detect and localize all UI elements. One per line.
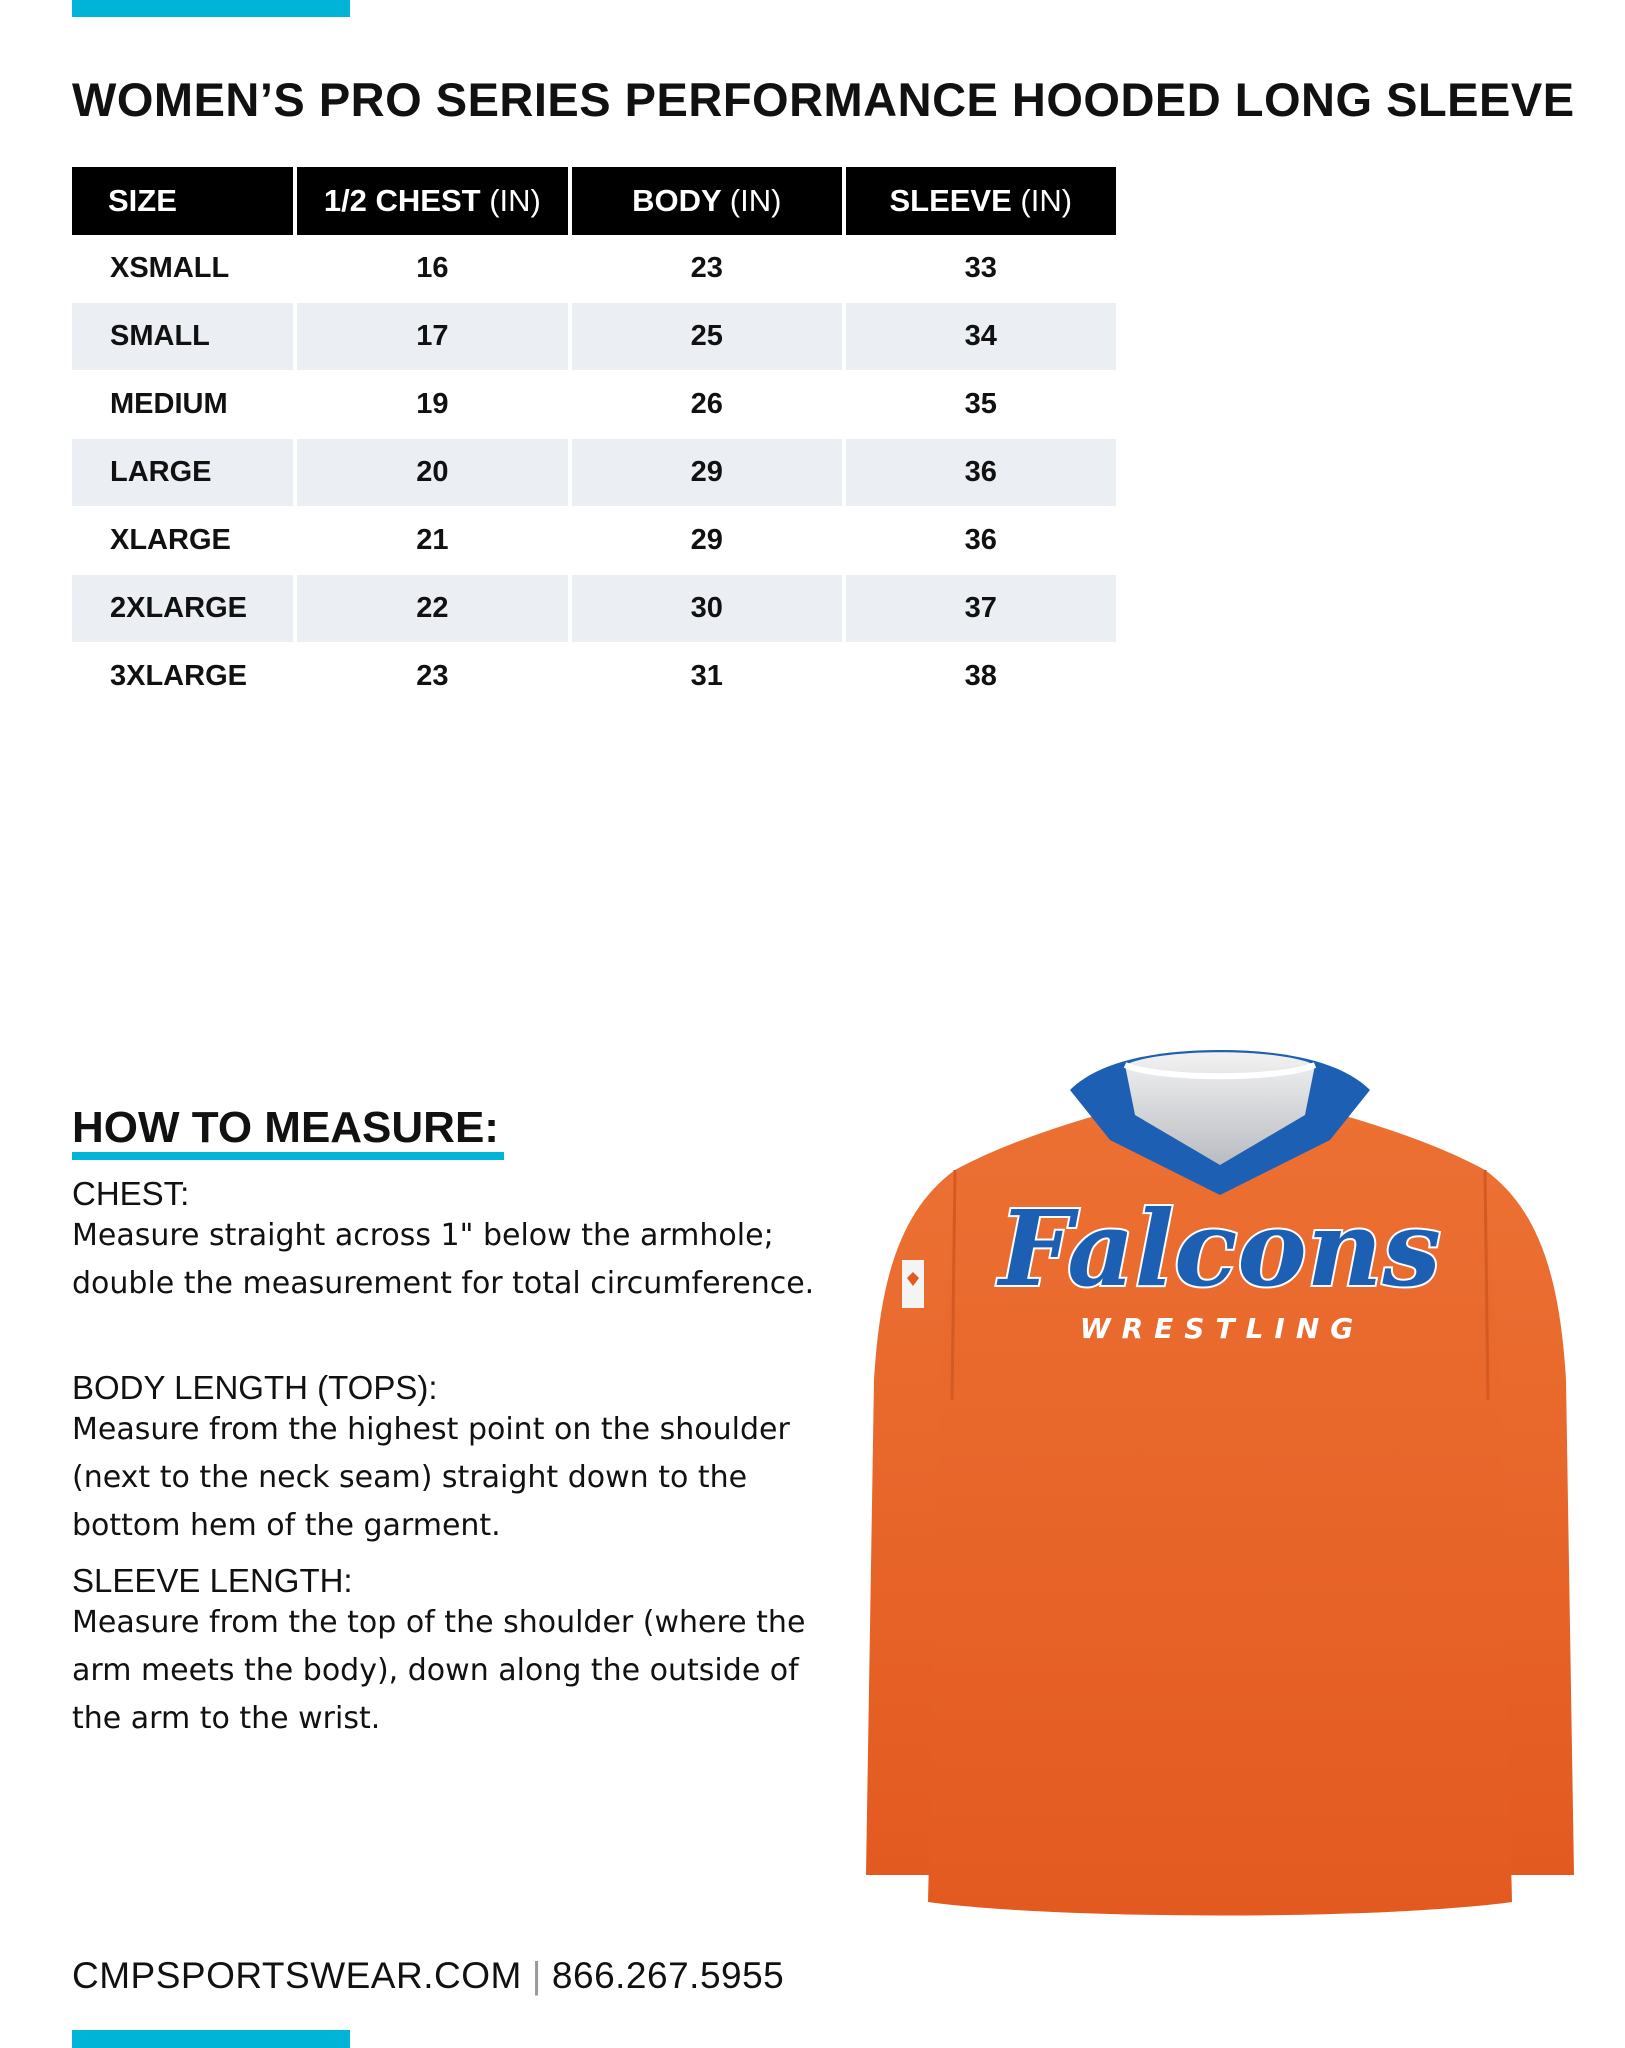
- table-row: [72, 235, 1116, 303]
- sleeve-cell: 36: [846, 439, 1116, 507]
- hoodie-product-image: [860, 1020, 1580, 1920]
- sleeve-cell: 35: [846, 371, 1116, 439]
- size-cell: MEDIUM: [72, 371, 293, 439]
- size-chart-table: [68, 167, 1120, 711]
- chest-cell: 20: [297, 439, 568, 507]
- bottom-accent-bar: [72, 2030, 350, 2048]
- chest-cell: 23: [297, 643, 568, 711]
- sleeve-cell: 36: [846, 507, 1116, 575]
- size-cell: 3XLARGE: [72, 643, 293, 711]
- chest-instructions: [72, 1176, 852, 1308]
- size-cell: XSMALL: [72, 235, 293, 303]
- chest-cell: 16: [297, 235, 568, 303]
- table-row: [72, 575, 1116, 643]
- sleeve-cell: 34: [846, 303, 1116, 371]
- sleeve-cell: 38: [846, 643, 1116, 711]
- body-cell: 25: [572, 303, 841, 371]
- team-name-text: Falcons: [999, 1187, 1441, 1310]
- sleeve-length-label: SLEEVE LENGTH:: [72, 1562, 353, 1599]
- sleeve-length-text: Measure from the top of the shoulder (where the arm meets the body), down along the outside of the arm to the wrist.: [72, 1605, 806, 1736]
- body-cell: 29: [572, 439, 841, 507]
- heading-underline: [72, 1152, 504, 1160]
- chest-label: CHEST:: [72, 1175, 190, 1212]
- size-cell: XLARGE: [72, 507, 293, 575]
- chest-text: Measure straight across 1" below the armhole; double the measurement for total circumference.: [72, 1218, 815, 1301]
- chest-cell: 21: [297, 507, 568, 575]
- body-cell: 29: [572, 507, 841, 575]
- table-row: [72, 643, 1116, 711]
- table-row: [72, 371, 1116, 439]
- body-cell: 23: [572, 235, 841, 303]
- header-body: BODY (IN): [572, 167, 841, 235]
- sleeve-cell: 37: [846, 575, 1116, 643]
- page-title: WOMEN’S PRO SERIES PERFORMANCE HOODED LONG SLEEVE: [72, 73, 1575, 126]
- size-cell: LARGE: [72, 439, 293, 507]
- chest-cell: 17: [297, 303, 568, 371]
- body-cell: 30: [572, 575, 841, 643]
- footer-contact: [72, 1955, 784, 1997]
- sleeve-cell: 33: [846, 235, 1116, 303]
- body-length-instructions: [72, 1370, 852, 1550]
- chest-cell: 19: [297, 371, 568, 439]
- table-row: [72, 439, 1116, 507]
- body-length-label: BODY LENGTH (TOPS):: [72, 1369, 438, 1406]
- table-row: [72, 303, 1116, 371]
- body-cell: 26: [572, 371, 841, 439]
- chest-cell: 22: [297, 575, 568, 643]
- phone-number[interactable]: 866.267.5955: [551, 1955, 785, 1996]
- team-sport-text: WRESTLING: [1079, 1312, 1365, 1345]
- table-header-row: [72, 167, 1116, 235]
- top-accent-bar: [72, 0, 350, 17]
- how-to-measure-heading: HOW TO MEASURE:: [72, 1103, 499, 1152]
- size-cell: SMALL: [72, 303, 293, 371]
- table-row: [72, 507, 1116, 575]
- size-cell: 2XLARGE: [72, 575, 293, 643]
- sleeve-length-instructions: [72, 1563, 852, 1743]
- body-length-text: Measure from the highest point on the shoulder (next to the neck seam) straight down to the bottom hem of the garment.: [72, 1412, 790, 1543]
- footer-separator: |: [531, 1955, 542, 1996]
- website-link[interactable]: CMPSPORTSWEAR.COM: [72, 1955, 522, 1996]
- header-sleeve: SLEEVE (IN): [846, 167, 1116, 235]
- header-size: SIZE: [72, 167, 293, 235]
- body-cell: 31: [572, 643, 841, 711]
- header-chest: 1/2 CHEST (IN): [297, 167, 568, 235]
